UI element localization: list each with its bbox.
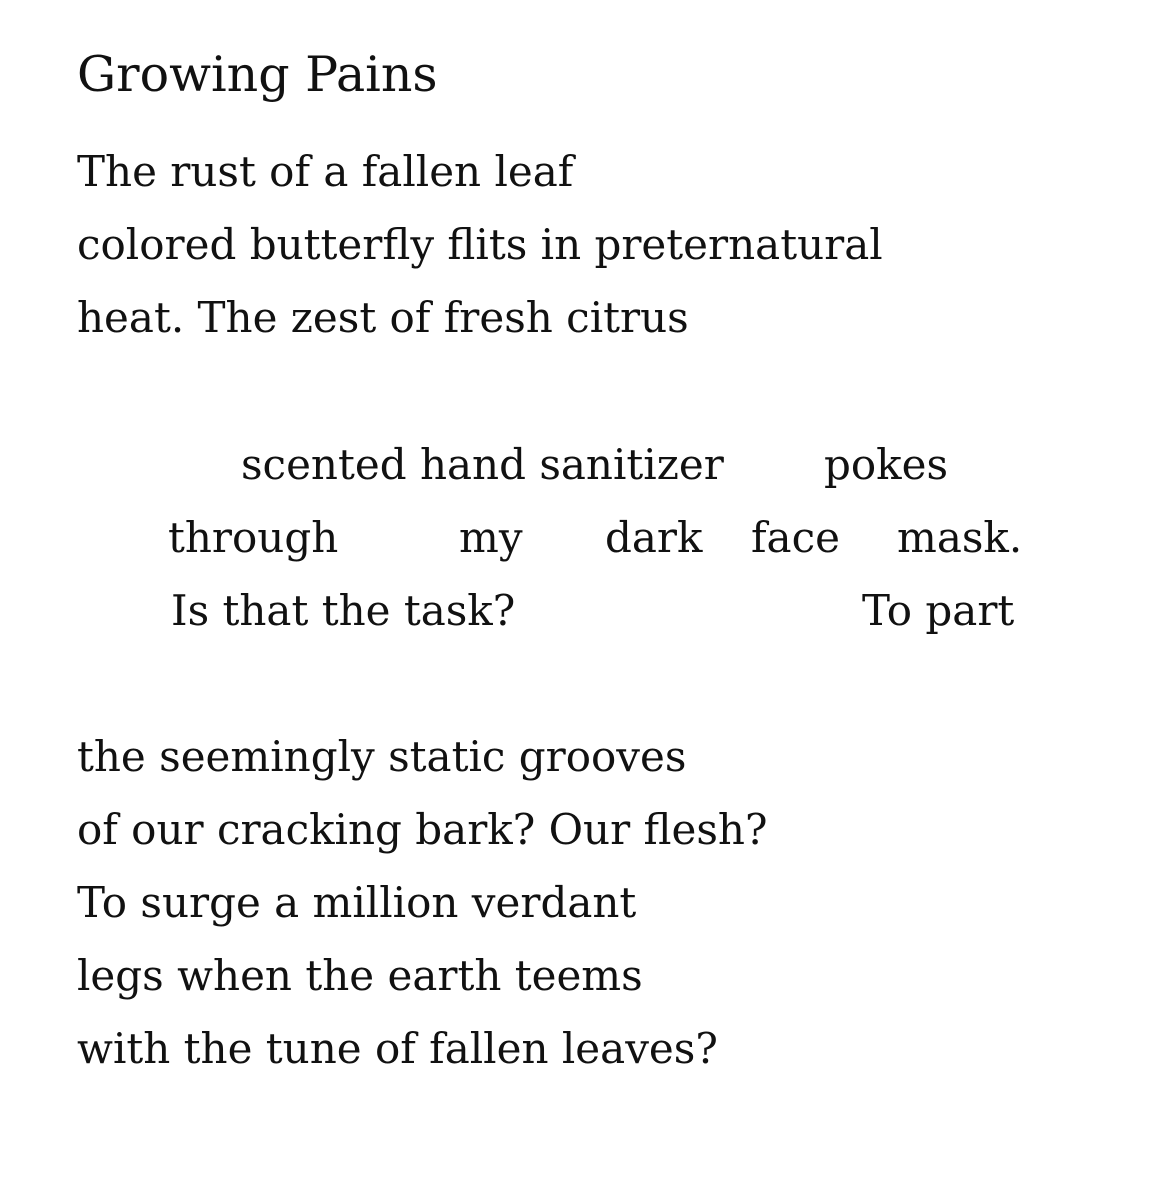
poem-fragment: Is that the task?: [171, 586, 516, 635]
poem-fragment: my: [459, 513, 523, 562]
poem-title: Growing Pains: [77, 46, 438, 103]
poem-fragment: dark: [605, 513, 703, 562]
poem-line: legs when the earth teems: [77, 951, 643, 1000]
poem-line: heat. The zest of fresh citrus: [77, 293, 689, 342]
poem-fragment: scented hand sanitizer: [241, 440, 724, 489]
poem-fragment: pokes: [824, 440, 949, 489]
poem-fragment: To part: [862, 586, 1015, 635]
poem-line: of our cracking bark? Our flesh?: [77, 805, 768, 854]
poem-fragment: mask.: [897, 513, 1023, 562]
poem-line: the seemingly static grooves: [77, 732, 687, 781]
poem-line: The rust of a fallen leaf: [77, 147, 574, 196]
poem-fragment: face: [751, 513, 840, 562]
poem-line: with the tune of fallen leaves?: [77, 1024, 718, 1073]
poem-fragment: through: [168, 513, 339, 562]
poem-line: To surge a million verdant: [77, 878, 637, 927]
poem-line: colored butterfly flits in preternatural: [77, 220, 883, 269]
